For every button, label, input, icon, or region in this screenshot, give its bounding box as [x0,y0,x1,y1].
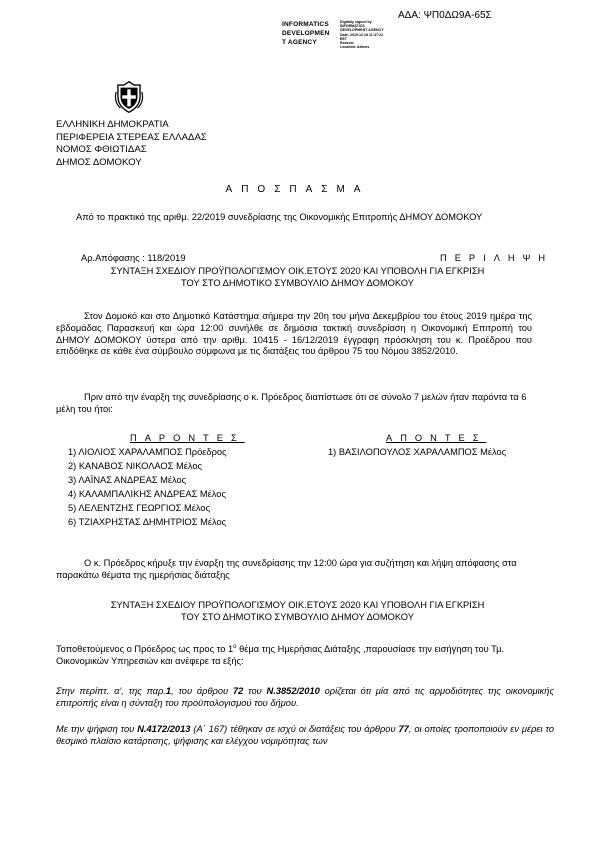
summary-label: ΠΕΡΙΛΗΨΗ [440,253,554,263]
present-member: 4) ΚΑΛΑΜΠΑΛΙΚΗΣ ΑΝΔΡΕΑΣ Μέλος [68,489,226,499]
law-reference-paragraph: Στην περίπτ. α', της παρ.1, του άρθρου 72 του Ν.3852/2010 ορίζεται ότι μία από τις αρμοδιότητες της οικονομικής επιτροπής είναι η σύνταξη του προϋπολογισμού του δήμου. [56,686,554,708]
subject-heading: ΣΥΝΤΑΞΗ ΣΧΕΔΙΟΥ ΠΡΟΫΠΟΛΟΓΙΣΜΟΥ ΟΙΚ.ΕΤΟΥΣ 2020 ΚΑΙ ΥΠΟΒΟΛΗ ΓΙΑ ΕΓΚΡΙΣΗ ΤΟΥ ΣΤΟ ΔΗΜΟΤΙΚΟ ΣΥΜΒΟΥΛΙΟ ΔΗΜΟΥ ΔΟΜΟΚΟΥ [110,266,485,288]
opening-paragraph: Ο κ. Πρόεδρος κήρυξε την έναρξη της συνεδρίασης την 12:00 ώρα για συζήτηση και λήψη απόφασης στα παρακάτω θέματα της ημερήσιας διάταξης [56,558,517,580]
present-member: 2) ΚΑΝΑΒΟΣ ΝΙΚΟΛΑΟΣ Μέλος [68,461,203,471]
ada-code: ΑΔΑ: ΨΠ0ΔΩ9Α-65Σ [398,10,492,21]
agenda-subject: ΣΥΝΤΑΞΗ ΣΧΕΔΙΟΥ ΠΡΟΫΠΟΛΟΓΙΣΜΟΥ ΟΙΚ.ΕΤΟΥΣ 2020 ΚΑΙ ΥΠΟΒΟΛΗ ΓΙΑ ΕΓΚΡΙΣΗ ΤΟΥ ΣΤΟ ΔΗΜΟΤΙΚΟ ΣΥΜΒΟΥΛΙΟ ΔΗΜΟΥ ΔΟΜΟΚΟΥ [110,600,485,622]
decision-number: Αρ.Απόφασης : 118/2019 [81,253,186,263]
present-member: 6) ΤΖΙΑΧΡΗΣΤΑΣ ΔΗΜΗΤΡΙΟΣ Μέλος [68,517,227,527]
signature-stamp-details: Digitally signed by INFORMATICS DEVELOPMENT AGENCY Date: 2019.12.18 11:37:22 EET Reason: Location: Athens [340,20,384,50]
session-paragraph: Στον Δομοκό και στο Δημοτικό Κατάστημα σήμερα την 20η του μήνα Δεκεμβρίου του έτους 2019 ημέρα της εβδομάδας Παρασκευή και ώρα 12:00 συνήλθε σε δημόσια τακτική συνεδρίαση η Οικονομική Επιτροπή του ΔΗΜΟΥ ΔΟΜΟΚΟΥ ύστερα από την αριθμ. 10415 - 16/12/2019 έγγραφη πρόσκληση του κ. Προέδρου που επιδόθηκε σε κάθε ένα σύμβουλο σύμφωνα με τις διατάξεις του άρθρου 75 του Νόμου 3852/2010. [56,311,532,357]
signature-stamp-label: INFORMATICS DEVELOPMEN T AGENCY [282,21,330,46]
present-member: 3) ΛΑΪΝΑΣ ΑΝΔΡΕΑΣ Μέλος [68,475,187,485]
quorum-paragraph: Πριν από την έναρξη της συνεδρίασης ο κ. Πρόεδρος διαπίστωσε ότι σε σύνολο 7 μελών ήταν παρόντα τα 6 μέλη του ήτοι: [56,392,527,414]
authority-header: ΕΛΛΗΝΙΚΗ ΔΗΜΟΚΡΑΤΙΑ ΠΕΡΙΦΕΡΕΙΑ ΣΤΕΡΕΑΣ ΕΛΛΑΔΑΣ ΝΟΜΟΣ ΦΘΙΩΤΙΔΑΣ ΔΗΜΟΣ ΔΟΜΟΚΟΥ [56,119,207,168]
present-header: ΠΑΡΟΝΤΕΣ [130,433,245,443]
document-title: ΑΠΟΣΠΑΣΜΑ [225,184,370,195]
present-member: 1) ΛΙΟΛΙΟΣ ΧΑΡΑΛΑΜΠΟΣ Πρόεδρος [68,447,227,457]
greek-emblem-icon [112,80,146,114]
intro-paragraph: Από το πρακτικό της αριθμ. 22/2019 συνεδρίασης της Οικονομικής Επιτροπής ΔΗΜΟΥ ΔΟΜΟΚΟΥ [76,212,483,222]
present-member: 5) ΛΕΛΕΝΤΖΗΣ ΓΕΩΡΓΙΟΣ Μέλος [68,503,211,513]
absent-member: 1) ΒΑΣΙΛΟΠΟΥΛΟΣ ΧΑΡΑΛΑΜΠΟΣ Μέλος [328,447,507,457]
absent-header: ΑΠΟΝΤΕΣ [386,433,487,443]
law-amendment-paragraph: Με την ψήφιση του Ν.4172/2013 (Α΄ 167) τέθηκαν σε ισχύ οι διατάξεις του άρθρου 77, οι οποίες τροποποιούν εν μέρει το θεσμικό πλαίσιο κατάρτισης, ψήφισης και ελέγχου νομιμότητας των [56,724,554,746]
agenda-intro-paragraph: Τοποθετούμενος ο Πρόεδρος ως προς το $1^o$ θέμα της Ημερήσιας Διάταξης ,παρουσίασε την εισήγηση του Τμ. Οικονομικών Υπηρεσιών και ανέφερε τα εξής: [56,644,505,666]
